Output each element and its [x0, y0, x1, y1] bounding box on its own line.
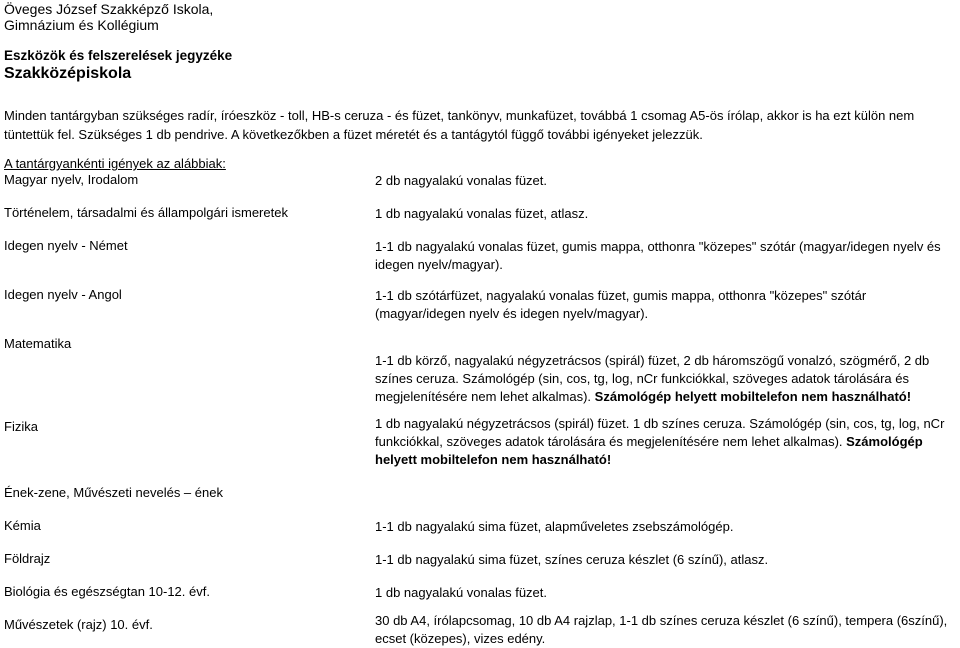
- document-subtitle: Szakközépiskola: [4, 65, 132, 82]
- subject-label: Kémia: [4, 518, 41, 533]
- subject-requirement: 1-1 db szótárfüzet, nagyalakú vonalas füzet, gumis mappa, otthonra "közepes" szótár (magyar/idegen nyelv és idegen nyelv/magyar).: [375, 288, 867, 321]
- subject-label: Művészetek (rajz) 10. évf.: [4, 617, 153, 632]
- subject-requirement: 1 db nagyalakú négyzetrácsos (spirál) füzet. 1 db színes ceruza. Számológép (sin, cos, tg, log, nCr funkciókkal, szöveges adatok tárolására és megjelenítésére nem lehet alkalmas). Számológép helyett mobiltelefon nem használható!: [375, 416, 945, 467]
- subject-label: Magyar nyelv, Irodalom: [4, 172, 139, 187]
- subject-requirement: 2 db nagyalakú vonalas füzet.: [375, 173, 548, 188]
- subject-label: Történelem, társadalmi és állampolgári ismeretek: [4, 205, 288, 220]
- subject-requirement: 1-1 db nagyalakú sima füzet, színes ceruza készlet (6 színű), atlasz.: [375, 552, 769, 567]
- subject-requirement: 1 db nagyalakú vonalas füzet, atlasz.: [375, 206, 589, 221]
- intro-paragraph: Minden tantárgyban szükséges radír, íróeszköz - toll, HB-s ceruza - és füzet, tankönyv, munkafüzet, továbbá 1 csomag A5-ös írólap, akkor is ha ezt külön nem tüntettük fel. Szükséges 1 db pendrive. A következőkben a füzet méretét és a tantágytól függő további igényeket jelezzük.: [4, 108, 915, 142]
- subject-requirement: 30 db A4, írólapcsomag, 10 db A4 rajzlap, 1-1 db színes ceruza készlet (6 színű), tempera (6színű), ecset (közepes), vizes edény.: [375, 613, 948, 646]
- subject-requirement: 1-1 db körző, nagyalakú négyzetrácsos (spirál) füzet, 2 db háromszögű vonalzó, szögmérő, 2 db színes ceruza. Számológép (sin, cos, tg, log, nCr funkciókkal, szöveges adatok tárolására és megjelenítésére nem lehet alkalmas). Számológép helyett mobiltelefon nem használható!: [375, 353, 930, 404]
- subject-label: Matematika: [4, 336, 72, 351]
- document-title: Eszközök és felszerelések jegyzéke: [4, 48, 233, 63]
- bold-warning: Számológép helyett mobiltelefon nem használható!: [375, 434, 923, 467]
- section-title: A tantárgyankénti igények az alábbiak:: [4, 156, 226, 171]
- subject-requirement: 1-1 db nagyalakú sima füzet, alapműveletes zsebszámológép.: [375, 519, 734, 534]
- subject-requirement: 1-1 db nagyalakú vonalas füzet, gumis mappa, otthonra "közepes" szótár (magyar/idegen nyelv és idegen nyelv/magyar).: [375, 239, 941, 272]
- subject-label: Földrajz: [4, 551, 51, 566]
- subject-label: Idegen nyelv - Angol: [4, 287, 122, 302]
- school-name-line1: Öveges József Szakképző Iskola,: [4, 1, 214, 17]
- subject-label: Biológia és egészségtan 10-12. évf.: [4, 584, 210, 599]
- school-name-line2: Gimnázium és Kollégium: [4, 17, 159, 33]
- subject-label: Idegen nyelv - Német: [4, 238, 128, 253]
- subject-requirement: 1 db nagyalakú vonalas füzet.: [375, 585, 548, 600]
- subject-label: Ének-zene, Művészeti nevelés – ének: [4, 485, 223, 500]
- bold-warning: Számológép helyett mobiltelefon nem használható!: [594, 389, 912, 404]
- subject-label: Fizika: [4, 419, 38, 434]
